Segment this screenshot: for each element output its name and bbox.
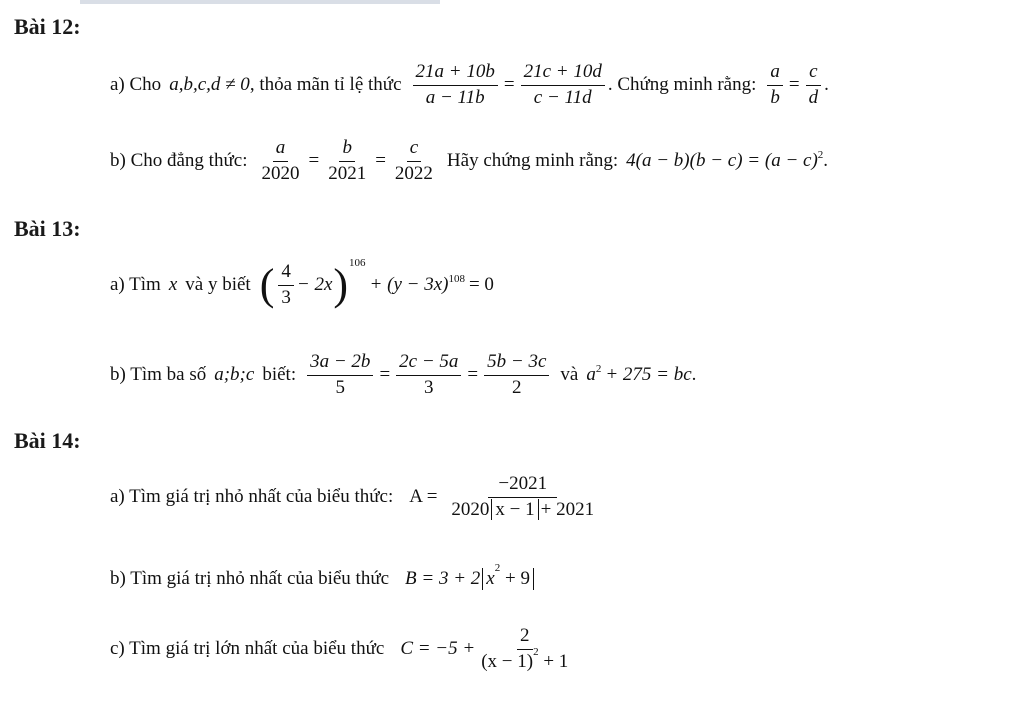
fraction: $\frac{3a - 2b}{5}$: [307, 352, 373, 399]
problem-14a: a) Tìm giá trị nhỏ nhất của biểu thức: A = $\frac{-2021}{2020 x - 1 + 2021}$: [110, 474, 600, 521]
problem-13a: a) Tìm x và y biết ( $\frac{4}{3}$ − 2x ) $^{106}$ + (y − 3x) $^{108}$ = 0: [110, 257, 494, 310]
top-border-line: [80, 0, 440, 4]
problem-14b: b) Tìm giá trị nhỏ nhất của biểu thức B = 3 + 2 $x^2 + 9$: [110, 568, 536, 590]
fraction: $\frac{2}{(x - 1)^2 + 1}$: [481, 625, 569, 672]
problem-13b: b) Tìm ba số a;b;c biết: $\frac{3a - 2b}{5}$ = $\frac{2c - 5a}{3}$ = $\frac{5b - 3c}{2}$ và a $^2$ + 275 = bc .: [110, 351, 697, 398]
fraction: $\frac{c}{2022}$: [394, 137, 433, 184]
fraction: $\frac{-2021}{2020 x - 1 + 2021}$: [451, 473, 595, 520]
fraction: $\frac{a}{b}$: [767, 62, 783, 109]
fraction: $\frac{21a + 10b}{a - 11b}$: [413, 62, 498, 109]
problem-13-title: Bài 13:: [14, 216, 81, 241]
fraction: $\frac{4}{3}$: [278, 262, 294, 309]
problem-12a: a) Cho a,b,c,d ≠ 0 , thỏa mãn tỉ lệ thức $\frac{21a + 10b}{a - 11b}$ = $\frac{21c + 10d}{c - 11d}$ . Chứng minh rằng: $\frac{a}{b}$ = $\frac{c}{d}$ .: [110, 61, 829, 108]
fraction: $\frac{21c + 10d}{c - 11d}$: [521, 62, 605, 109]
fraction: $\frac{c}{d}$: [806, 62, 822, 109]
fraction: $\frac{b}{2021}$: [328, 137, 367, 184]
fraction: $\frac{5b - 3c}{2}$: [484, 352, 549, 399]
problem-12-title: Bài 12:: [14, 14, 81, 39]
problem-12b: b) Cho đẳng thức: $\frac{a}{2020}$ = $\frac{b}{2021}$ = $\frac{c}{2022}$ Hãy chứng minh rằng: 4(a − b)(b − c) = (a − c) $^2$ .: [110, 137, 829, 184]
fraction: $\frac{2c - 5a}{3}$: [396, 352, 461, 399]
fraction: $\frac{a}{2020}$: [261, 137, 300, 184]
problem-14-title: Bài 14:: [14, 428, 81, 453]
problem-14c: c) Tìm giá trị lớn nhất của biểu thức C = −5 + $\frac{2}{(x - 1)^2 + 1}$: [110, 626, 574, 673]
